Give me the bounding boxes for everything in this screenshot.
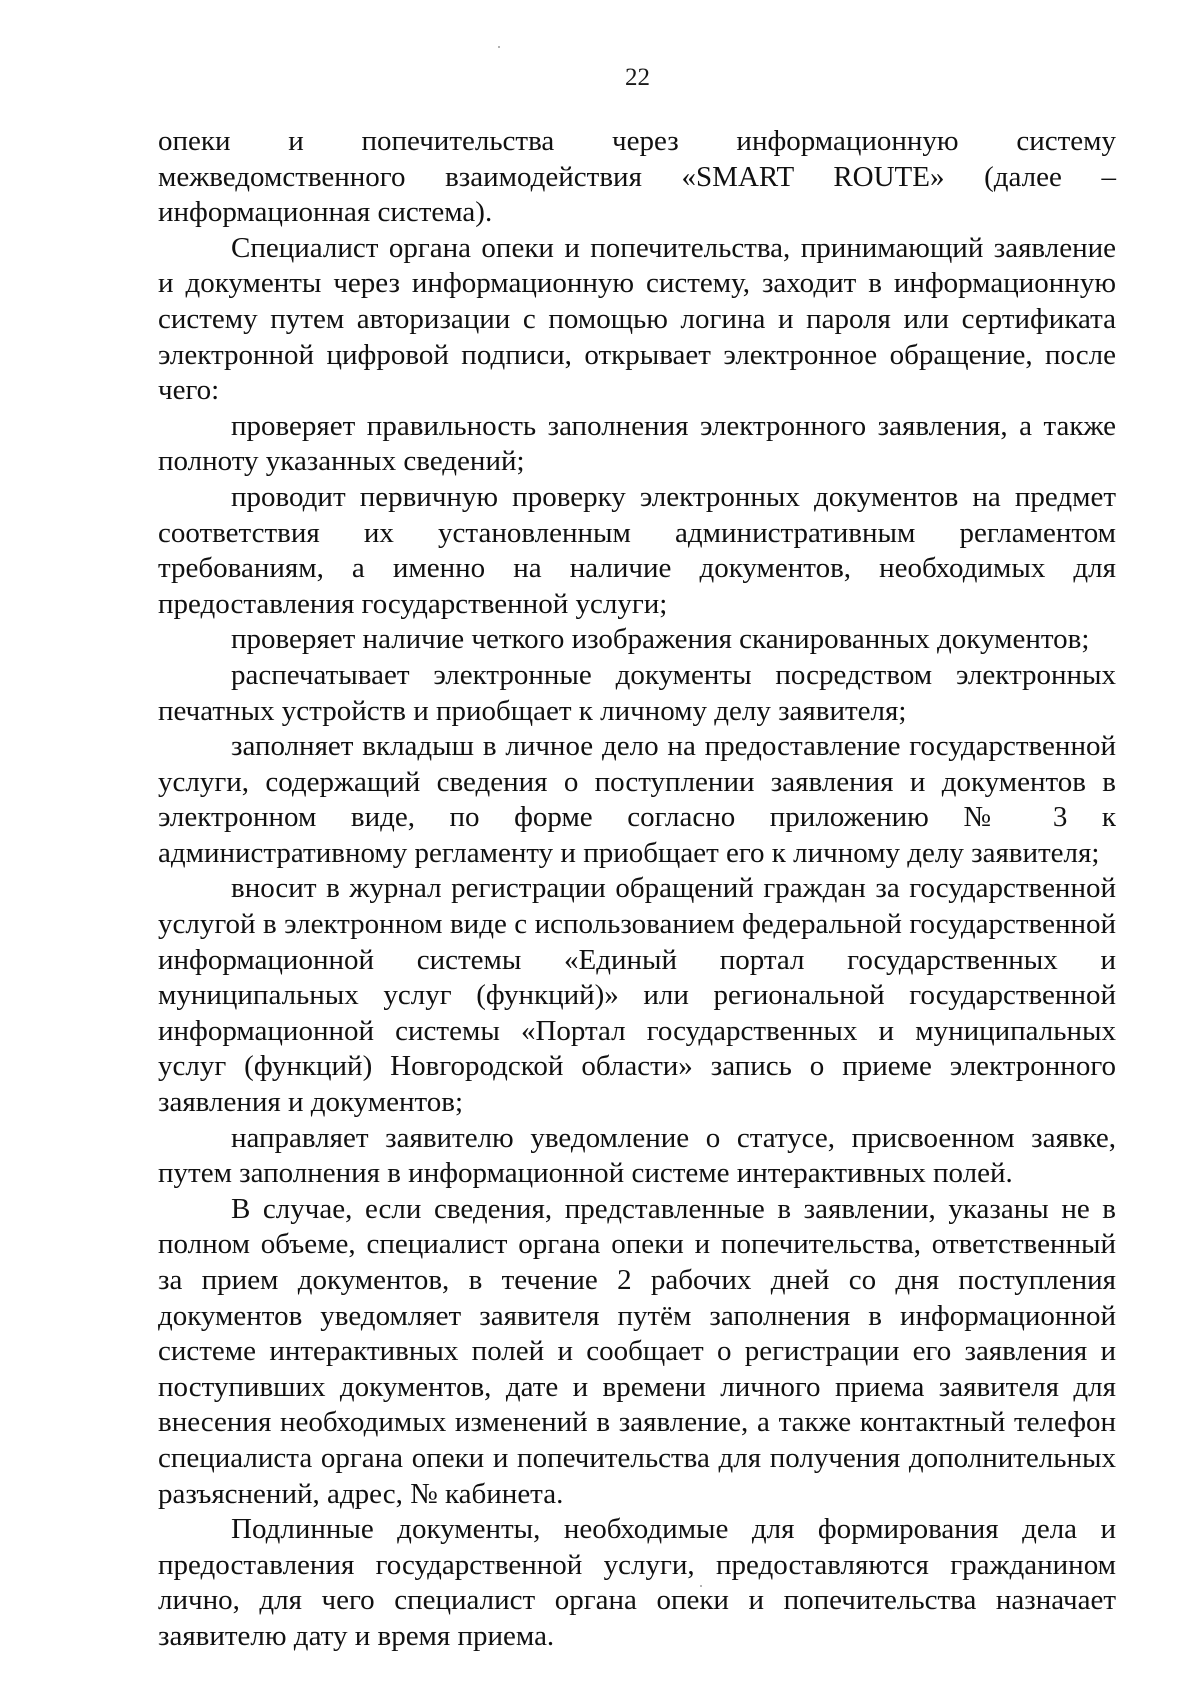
list-item: заполняет вкладыш в личное дело на предоставление государственной услуги, содержащий сведения о поступлении заявления и документов в электронном виде, по форме согласно приложению № 3 к административному регламенту и приобщает его к личному делу заявителя;: [158, 730, 1116, 869]
list-item: проверяет правильность заполнения электронного заявления, а также полноту указанных сведений;: [158, 409, 1116, 478]
paragraph: Специалист органа опеки и попечительства, принимающий заявление и документы через информационную систему, заходит в информационную систему путем авторизации с помощью логина и пароля или сертификата электронной цифровой подписи, открывает электронное обращение, после чего:: [158, 231, 1116, 407]
list-item: распечатывает электронные документы посредством электронных печатных устройств и приобщает к личному делу заявителя;: [158, 658, 1116, 727]
scan-speck: [498, 46, 500, 48]
list-item: проводит первичную проверку электронных документов на предмет соответствия их установленным административным регламентом требованиям, а именно на наличие документов, необходимых для предоставления государственной услуги;: [158, 480, 1116, 620]
paragraph: Подлинные документы, необходимые для формирования дела и предоставления государственной услуги, предоставляются гражданином лично, для чего специалист органа опеки и попечительства назначает заявителю дату и время приема.: [158, 1513, 1116, 1652]
page-number: 22: [625, 64, 650, 91]
list-item: направляет заявителю уведомление о статусе, присвоенном заявке, путем заполнения в информационной системе интерактивных полей.: [158, 1121, 1116, 1190]
paragraph: В случае, если сведения, представленные в заявлении, указаны не в полном объеме, специалист органа опеки и попечительства, ответственный за прием документов, в течение 2 рабочих дней со дня поступления документов уведомляет заявителя путём заполнения в информационной системе интерактивных полей и сообщает о регистрации его заявления и поступивших документов, дате и времени личного приема заявителя для внесения необходимых изменений в заявление, а также контактный телефон специалиста органа опеки и попечительства для получения дополнительных разъяснений, адрес, № кабинета.: [158, 1192, 1116, 1510]
list-item: проверяет наличие четкого изображения сканированных документов;: [231, 623, 1090, 656]
document-body: [158, 124, 1116, 1655]
paragraph: опеки и попечительства через информационную систему межведомственного взаимодействия «SMART ROUTE» (далее – информационная система).: [158, 125, 1116, 229]
list-item: вносит в журнал регистрации обращений граждан за государственной услугой в электронном виде с использованием федеральной государственной информационной системы «Единый портал государственных и муниципальных услуг (функций)» или региональной государственной информационной системы «Портал государственных и муниципальных услуг (функций) Новгородской области» запись о приеме электронного заявления и документов;: [158, 872, 1116, 1119]
